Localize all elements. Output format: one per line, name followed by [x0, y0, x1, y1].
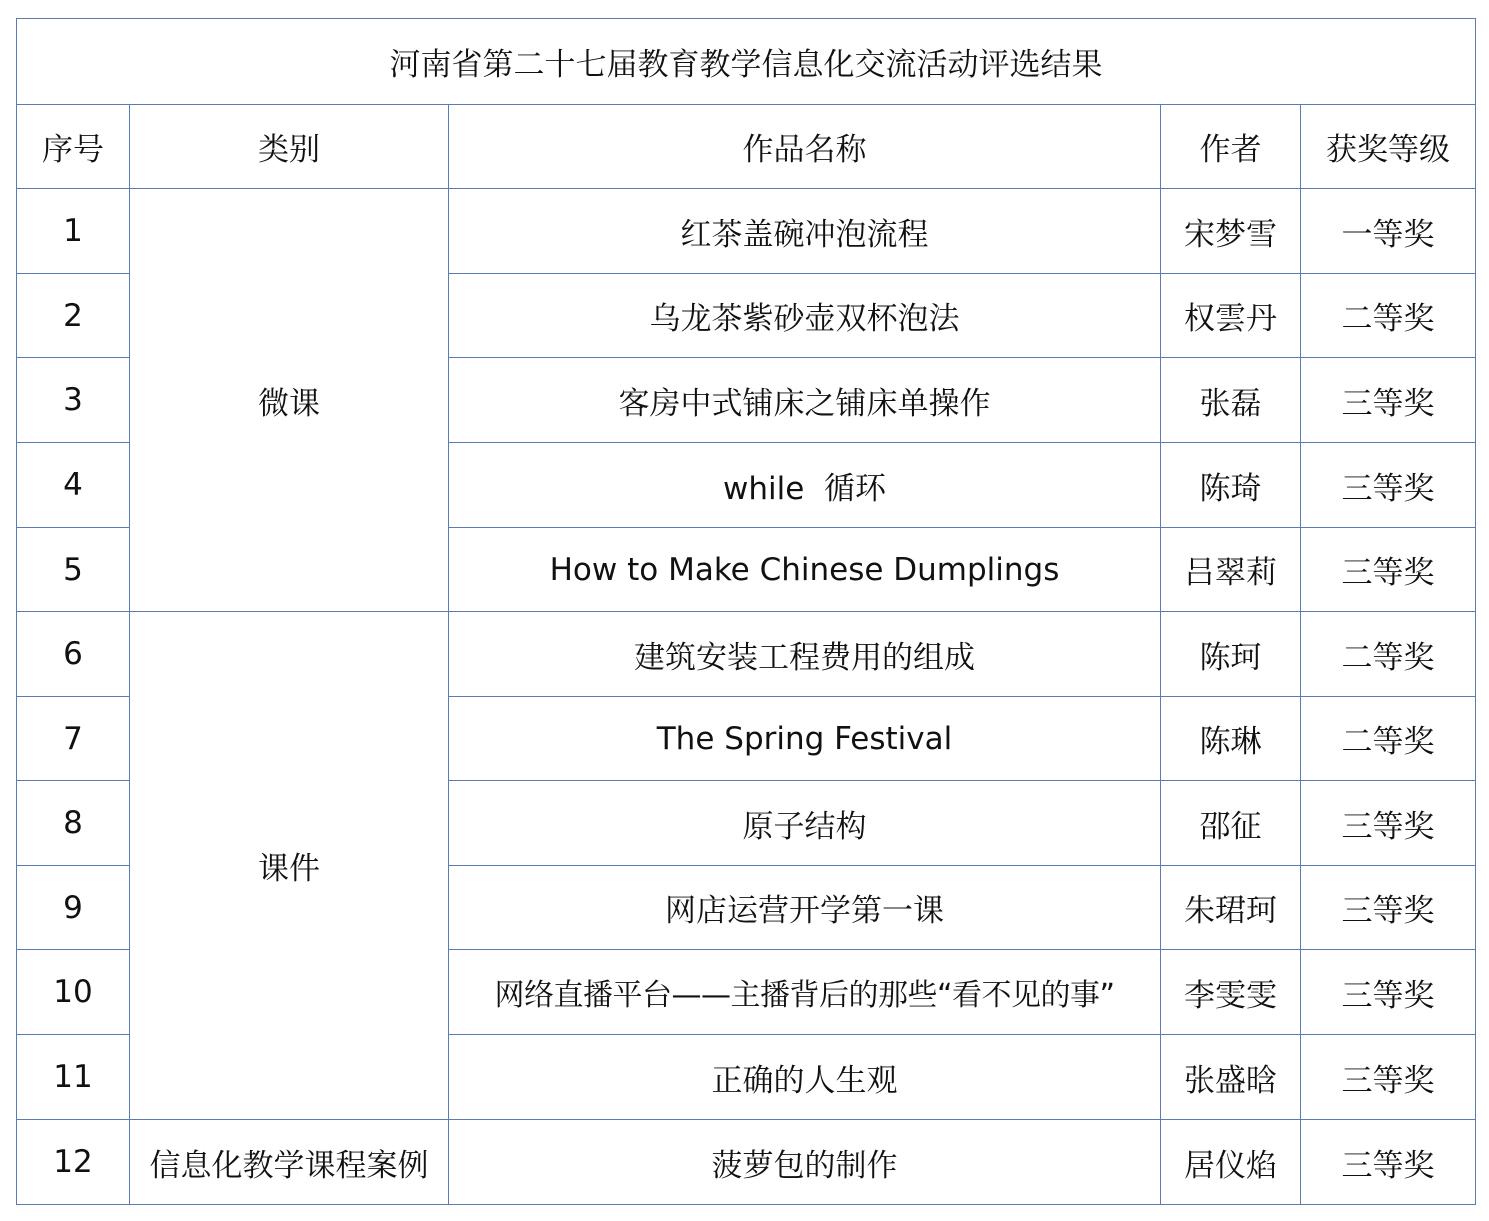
row-index: 3	[17, 358, 130, 443]
author-name: 宋梦雪	[1161, 189, 1301, 274]
award-level: 三等奖	[1301, 358, 1476, 443]
author-name: 张盛晗	[1161, 1035, 1301, 1120]
row-index: 7	[17, 697, 130, 781]
author-name: 居仪焰	[1161, 1120, 1301, 1205]
author-name: 张磊	[1161, 358, 1301, 443]
header-category: 类别	[130, 105, 449, 189]
award-level: 三等奖	[1301, 866, 1476, 950]
award-level: 二等奖	[1301, 697, 1476, 781]
header-work: 作品名称	[449, 105, 1161, 189]
work-name: while 循环	[449, 443, 1161, 528]
award-level: 三等奖	[1301, 528, 1476, 612]
category-cell: 微课	[130, 189, 449, 612]
work-name: How to Make Chinese Dumplings	[449, 528, 1161, 612]
award-level: 一等奖	[1301, 189, 1476, 274]
author-name: 朱珺珂	[1161, 866, 1301, 950]
row-index: 11	[17, 1035, 130, 1120]
award-level: 三等奖	[1301, 443, 1476, 528]
row-index: 2	[17, 274, 130, 358]
author-name: 权雲丹	[1161, 274, 1301, 358]
award-level: 三等奖	[1301, 781, 1476, 866]
header-award: 获奖等级	[1301, 105, 1476, 189]
table-row	[17, 612, 1476, 697]
work-name: 网络直播平台——主播背后的那些“看不见的事”	[449, 950, 1161, 1035]
work-name: 客房中式铺床之铺床单操作	[449, 358, 1161, 443]
author-name: 李雯雯	[1161, 950, 1301, 1035]
header-index: 序号	[17, 105, 130, 189]
work-name: 乌龙茶紫砂壶双杯泡法	[449, 274, 1161, 358]
row-index: 1	[17, 189, 130, 274]
row-index: 12	[17, 1120, 130, 1205]
category-cell: 信息化教学课程案例	[130, 1120, 449, 1205]
header-author: 作者	[1161, 105, 1301, 189]
row-index: 9	[17, 866, 130, 950]
table-row	[17, 1120, 1476, 1205]
row-index: 5	[17, 528, 130, 612]
row-index: 4	[17, 443, 130, 528]
award-level: 三等奖	[1301, 950, 1476, 1035]
award-level: 二等奖	[1301, 274, 1476, 358]
work-name: 正确的人生观	[449, 1035, 1161, 1120]
author-name: 陈珂	[1161, 612, 1301, 697]
row-index: 6	[17, 612, 130, 697]
work-name: 原子结构	[449, 781, 1161, 866]
award-level: 二等奖	[1301, 612, 1476, 697]
work-name: The Spring Festival	[449, 697, 1161, 781]
author-name: 陈琳	[1161, 697, 1301, 781]
row-index: 10	[17, 950, 130, 1035]
work-name: 红茶盖碗冲泡流程	[449, 189, 1161, 274]
author-name: 吕翠莉	[1161, 528, 1301, 612]
category-cell: 课件	[130, 612, 449, 1120]
award-level: 三等奖	[1301, 1120, 1476, 1205]
results-table	[16, 18, 1476, 1205]
work-name: 网店运营开学第一课	[449, 866, 1161, 950]
author-name: 邵征	[1161, 781, 1301, 866]
author-name: 陈琦	[1161, 443, 1301, 528]
work-name: 菠萝包的制作	[449, 1120, 1161, 1205]
work-name: 建筑安装工程费用的组成	[449, 612, 1161, 697]
award-level: 三等奖	[1301, 1035, 1476, 1120]
table-row	[17, 189, 1476, 274]
table-title: 河南省第二十七届教育教学信息化交流活动评选结果	[17, 19, 1476, 105]
row-index: 8	[17, 781, 130, 866]
header-row	[17, 105, 1476, 189]
title-row	[17, 19, 1476, 105]
